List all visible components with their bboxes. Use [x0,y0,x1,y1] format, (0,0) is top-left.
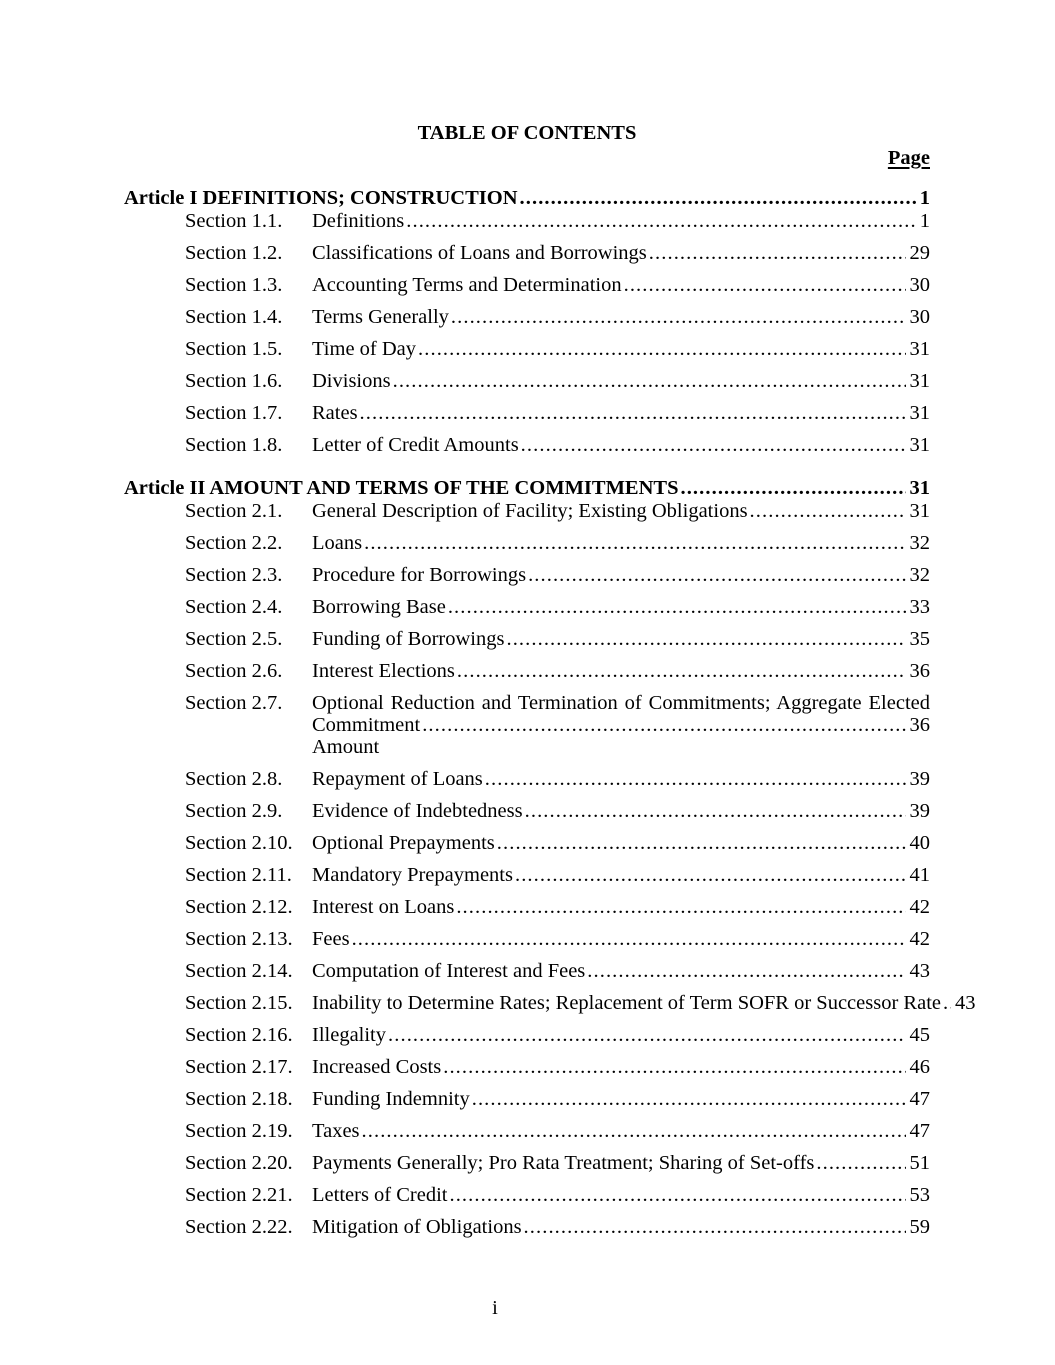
dot-leader [364,532,905,554]
section-label: Section 2.14. [185,960,293,982]
section-label: Section 2.20. [185,1152,293,1174]
toc-section-row [124,832,930,854]
section-label: Section 2.10. [185,832,293,854]
toc-article-block [124,477,976,1238]
section-label: Section 1.8. [185,434,283,456]
section-title-block [312,692,930,758]
section-label: Section 1.2. [185,242,283,264]
page-number: 43 [909,960,930,982]
page-number: 29 [909,242,930,264]
dot-leader [443,1056,905,1078]
dot-leader [448,596,906,618]
section-title: Loans [312,532,363,554]
toc-section-row [124,1024,930,1046]
dot-leader [649,242,906,264]
section-title: Repayment of Loans [312,768,483,790]
section-title: Evidence of Indebtedness [312,800,523,822]
dot-leader [680,477,905,499]
page-number: 46 [909,1056,930,1078]
section-label: Section 2.19. [185,1120,293,1142]
dot-leader [457,660,906,682]
page-number: 31 [909,500,930,522]
toc-section-row [124,210,930,232]
page-number: 59 [909,1216,930,1238]
dot-leader [422,714,905,736]
section-title: Letters of Credit [312,1184,448,1206]
section-title-line2-row [312,714,930,758]
page-number: 31 [909,338,930,360]
page-number: 30 [909,306,930,328]
page-column-header-row [124,147,930,169]
page-number: 36 [909,714,930,736]
section-label: Section 2.4. [185,596,283,618]
toc-section-row [124,864,930,886]
section-label: Section 1.1. [185,210,283,232]
section-label: Section 2.3. [185,564,283,586]
toc-section-row [124,692,930,758]
section-title: Procedure for Borrowings [312,564,527,586]
section-title: Mitigation of Obligations [312,1216,522,1238]
section-label: Section 2.13. [185,928,293,950]
page-number: 42 [909,896,930,918]
section-title: Accounting Terms and Determination [312,274,622,296]
section-label: Section 2.18. [185,1088,293,1110]
section-label: Section 2.5. [185,628,283,650]
page-number: 47 [909,1120,930,1142]
toc-section-row [124,500,930,522]
toc-article-block [124,187,930,456]
page-number: 31 [909,402,930,424]
page-number: 1 [919,187,930,209]
toc-section-row [124,434,930,456]
section-label: Section 2.9. [185,800,283,822]
dot-leader [449,1184,905,1206]
toc-body [124,187,976,1238]
page-column-header: Page [887,147,930,169]
section-label: Section 1.3. [185,274,283,296]
toc-section-row [124,960,930,982]
dot-leader [816,1152,905,1174]
section-title: Interest Elections [312,660,455,682]
page-number: 40 [909,832,930,854]
dot-leader [451,306,906,328]
section-label: Section 2.8. [185,768,283,790]
article-label: Article II AMOUNT AND TERMS OF THE COMMITMENTS [124,477,679,499]
dot-leader [525,800,906,822]
section-label: Section 2.11. [185,864,292,886]
toc-section-row [124,370,930,392]
toc-article-heading [124,187,930,209]
dot-leader [456,896,905,918]
toc-section-row [124,896,930,918]
page-number: 51 [909,1152,930,1174]
toc-section-row [124,402,930,424]
section-title: Funding of Borrowings [312,628,505,650]
section-title: Payments Generally; Pro Rata Treatment; Sharing of Set-offs [312,1152,815,1174]
section-title: General Description of Facility; Existing Obligations [312,500,748,522]
footer-page-number: i [492,1297,498,1319]
toc-section-row [124,628,930,650]
section-title: Inability to Determine Rates; Replacement of Term SOFR or Successor Rate [312,992,941,1014]
dot-leader [521,434,906,456]
section-title: Interest on Loans [312,896,455,918]
page-number: 39 [909,768,930,790]
section-label: Section 1.7. [185,402,283,424]
section-title: Mandatory Prepayments [312,864,513,886]
toc-section-row [124,1088,930,1110]
page-number: 31 [909,434,930,456]
page-number: 32 [909,532,930,554]
toc-section-row [124,532,930,554]
toc-section-row [124,338,930,360]
toc-section-row [124,768,930,790]
toc-section-row [124,1120,930,1142]
section-label: Section 1.4. [185,306,283,328]
section-title: Illegality [312,1024,387,1046]
page-number: 35 [909,628,930,650]
page-number: 41 [909,864,930,886]
section-title: Taxes [312,1120,360,1142]
section-label: Section 2.21. [185,1184,293,1206]
toc-section-row [124,242,930,264]
toc-section-row [124,928,930,950]
section-label: Section 1.6. [185,370,283,392]
section-title: Terms Generally [312,306,449,328]
dot-leader [352,928,906,950]
dot-leader [388,1024,905,1046]
section-title: Rates [312,402,358,424]
toc-section-row [124,596,930,618]
section-title: Letter of Credit Amounts [312,434,519,456]
page-number: 39 [909,800,930,822]
page-number: 43 [954,992,976,1014]
section-title: Time of Day [312,338,417,360]
page-number: 31 [909,370,930,392]
toc-article-heading [124,477,930,499]
dot-leader [497,832,906,854]
dot-leader [393,370,906,392]
section-label: Section 1.5. [185,338,283,360]
page-number: 32 [909,564,930,586]
page-number: 36 [909,660,930,682]
toc-section-row [124,564,930,586]
dot-leader [520,187,916,209]
toc-section-row [124,1184,930,1206]
section-title: Classifications of Loans and Borrowings [312,242,647,264]
toc-section-row [124,306,930,328]
page-number: 31 [909,477,930,499]
toc-section-row [124,800,930,822]
dot-leader [418,338,905,360]
section-title: Funding Indemnity [312,1088,470,1110]
section-label: Section 2.7. [185,692,283,714]
dot-leader [485,768,906,790]
section-title: Fees [312,928,350,950]
section-label: Section 2.17. [185,1056,293,1078]
dot-leader [624,274,906,296]
section-title-line1: Optional Reduction and Termination of Commitments; Aggregate Elected [312,692,930,714]
section-label: Section 2.15. [185,992,293,1014]
section-label: Section 2.22. [185,1216,293,1238]
toc-section-row [124,992,976,1014]
page-number: 45 [909,1024,930,1046]
toc-section-row [124,1056,930,1078]
section-title: Divisions [312,370,391,392]
section-title-line2: Commitment Amount [312,714,421,758]
dot-leader [360,402,906,424]
dot-leader [515,864,906,886]
article-label: Article I DEFINITIONS; CONSTRUCTION [124,187,518,209]
section-title: Definitions [312,210,405,232]
section-title: Increased Costs [312,1056,442,1078]
page-number: 42 [909,928,930,950]
dot-leader [362,1120,906,1142]
page-number: 30 [909,274,930,296]
section-title: Optional Prepayments [312,832,495,854]
section-label: Section 2.2. [185,532,283,554]
dot-leader [406,210,916,232]
page-number: 47 [909,1088,930,1110]
page-number: 53 [909,1184,930,1206]
toc-section-row [124,660,930,682]
dot-leader [506,628,905,650]
section-label: Section 2.12. [185,896,293,918]
dot-leader [587,960,905,982]
toc-section-row [124,1152,930,1174]
section-title: Borrowing Base [312,596,446,618]
toc-section-row [124,274,930,296]
page-number: 33 [909,596,930,618]
section-label: Section 2.16. [185,1024,293,1046]
dot-leader [524,1216,906,1238]
section-title: Computation of Interest and Fees [312,960,586,982]
toc-section-row [124,1216,930,1238]
dot-leader [472,1088,906,1110]
page-number: 1 [919,210,930,232]
dot-leader [943,992,951,1014]
section-label: Section 2.6. [185,660,283,682]
page-title: TABLE OF CONTENTS [417,122,637,144]
dot-leader [750,500,906,522]
section-label: Section 2.1. [185,500,283,522]
dot-leader [528,564,905,586]
